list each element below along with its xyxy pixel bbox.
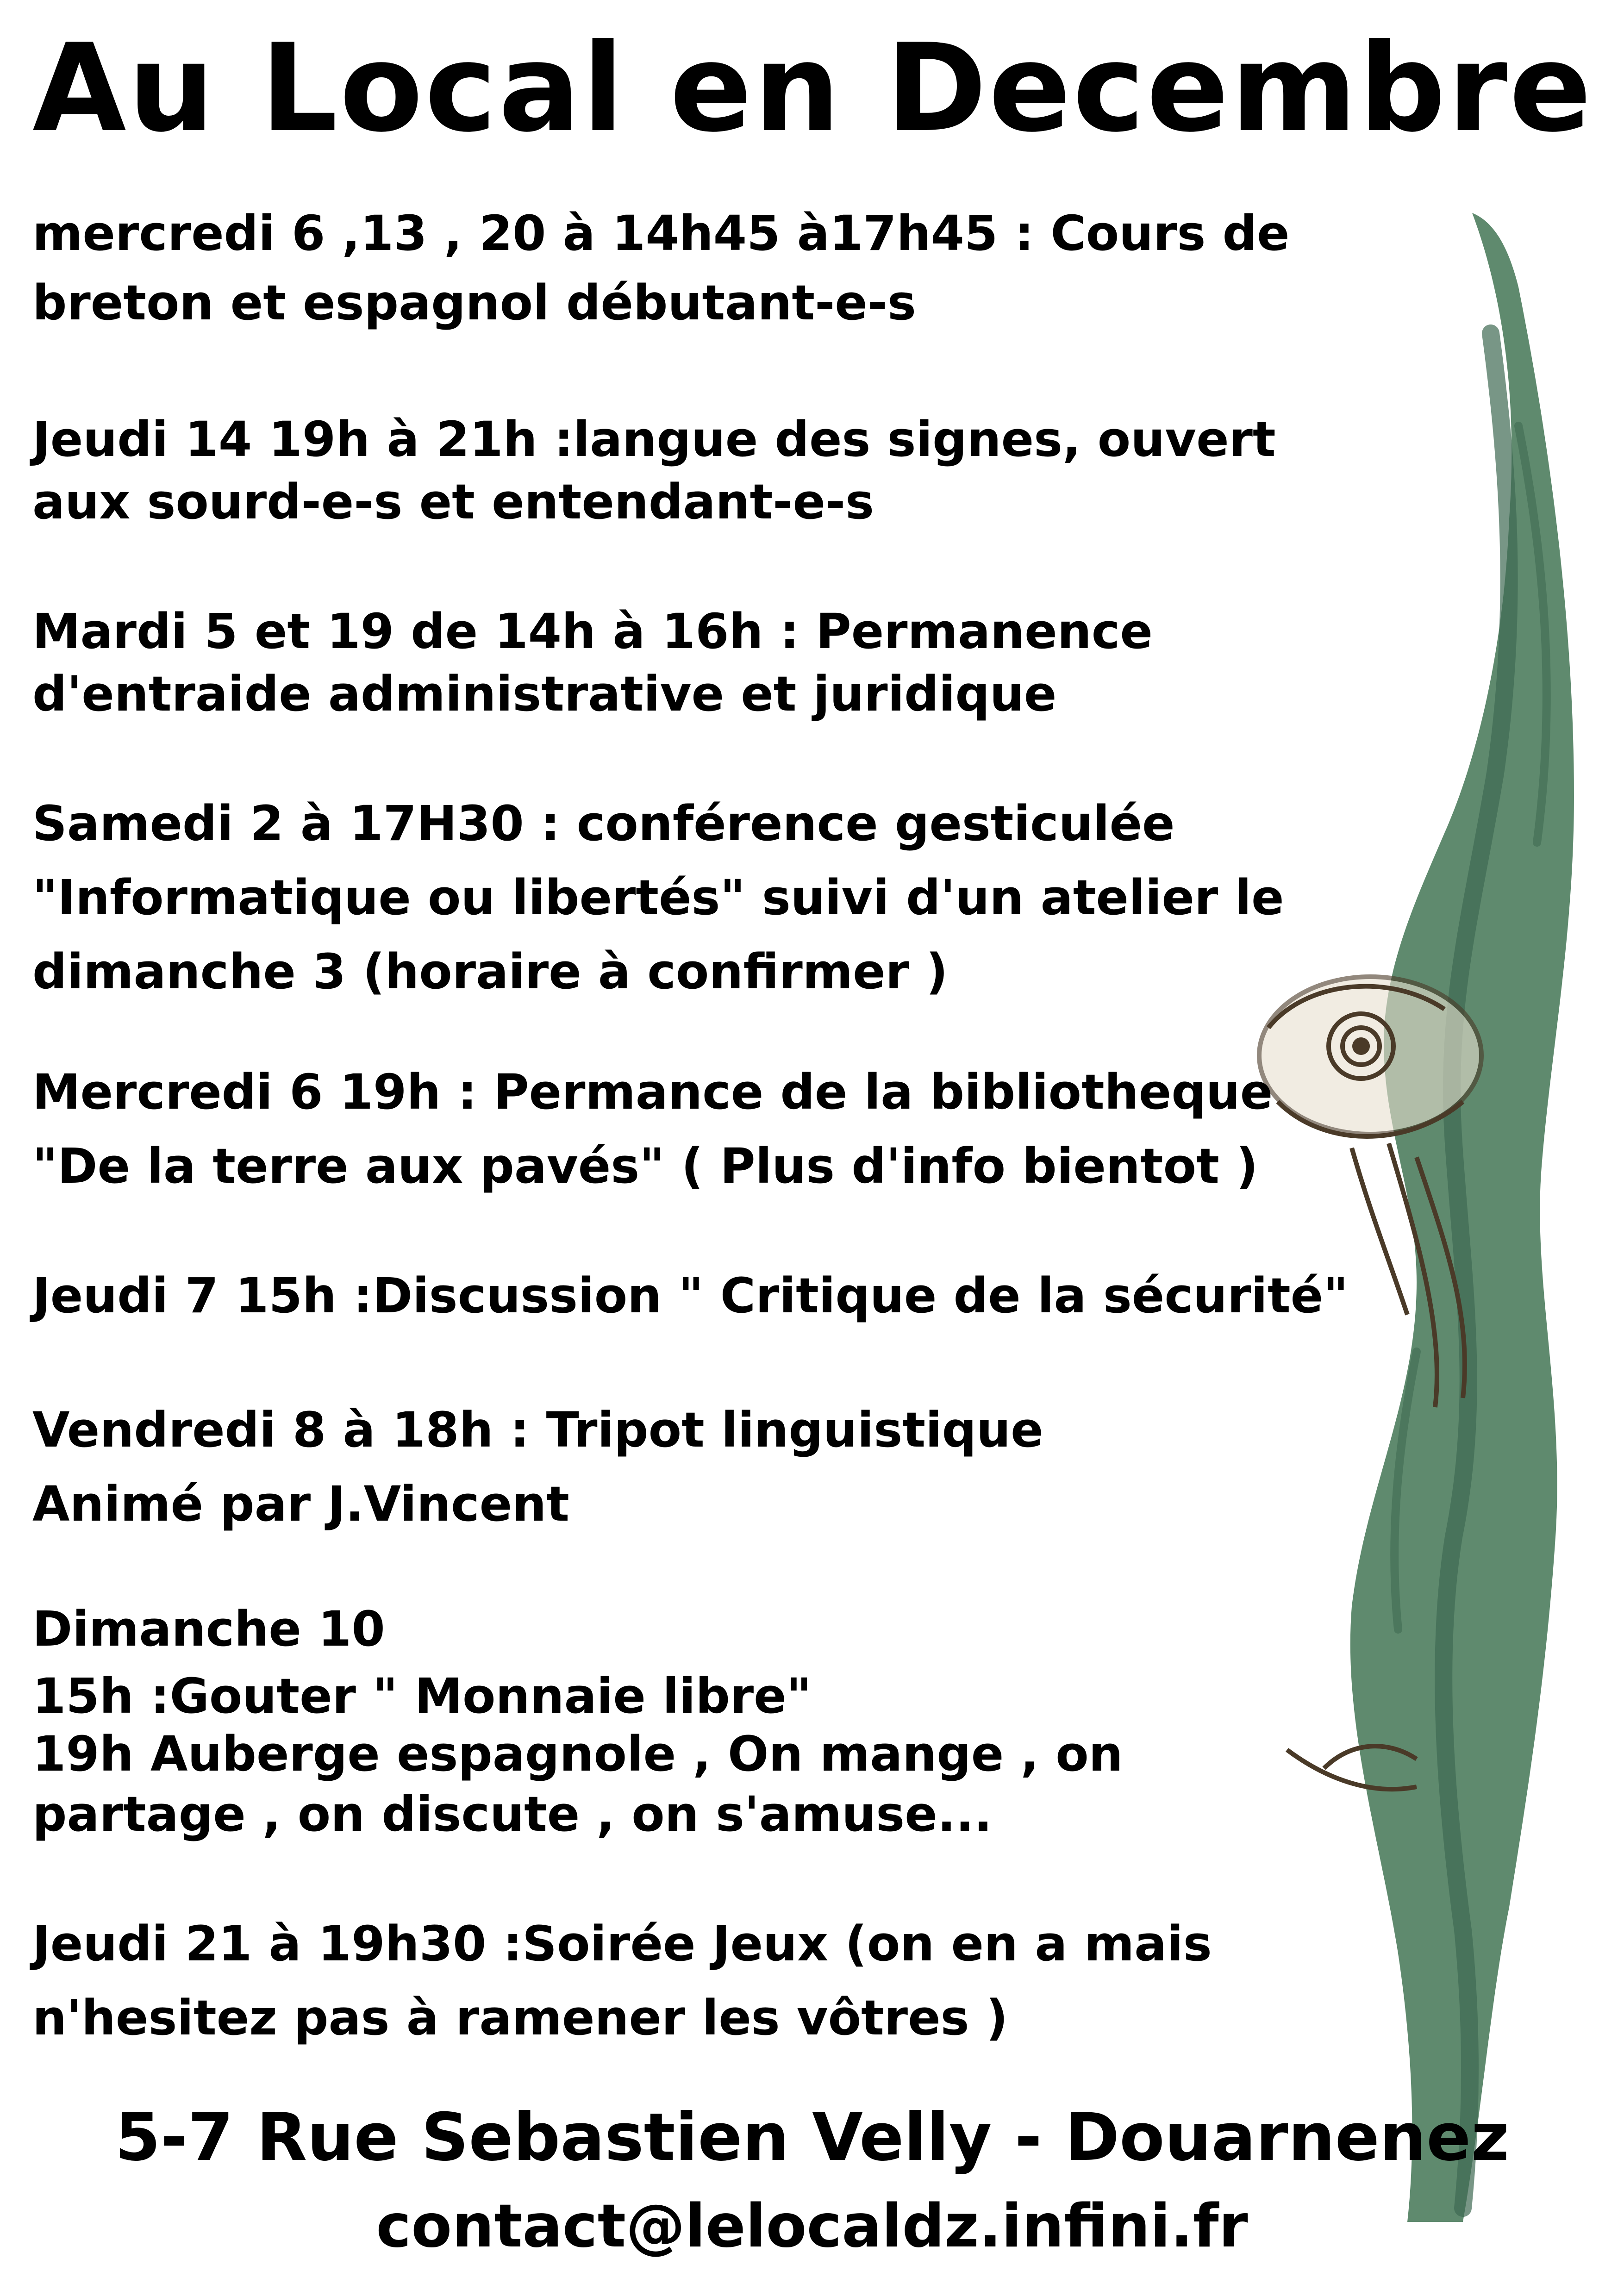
event-line: partage , on discute , on s'amuse... xyxy=(32,1786,993,1842)
event-line: Vendredi 8 à 18h : Tripot linguistique xyxy=(32,1402,1043,1458)
event-line: aux sourd-e-s et entendant-e-s xyxy=(32,474,874,530)
event-line: Dimanche 10 xyxy=(32,1601,385,1657)
event-line: Animé par J.Vincent xyxy=(32,1476,569,1532)
event-line: d'entraide administrative et juridique xyxy=(32,666,1057,722)
event-line: breton et espagnol débutant-e-s xyxy=(32,275,916,331)
event-line: 15h :Gouter " Monnaie libre" xyxy=(32,1668,812,1724)
contact-email-link[interactable]: contact@lelocaldz.infini.fr xyxy=(376,2192,1248,2261)
event-line: "De la terre aux pavés" ( Plus d'info bientot ) xyxy=(32,1138,1258,1194)
event-line: Jeudi 7 15h :Discussion " Critique de la sécurité" xyxy=(32,1267,1349,1324)
event-line: Mardi 5 et 19 de 14h à 16h : Permanence xyxy=(32,603,1153,660)
event-line: dimanche 3 (horaire à confirmer ) xyxy=(32,943,948,1000)
event-line: n'hesitez pas à ramener les vôtres ) xyxy=(32,1990,1008,2046)
event-line: mercredi 6 ,13 , 20 à 14h45 à17h45 : Cours de xyxy=(32,205,1290,262)
event-line: Jeudi 21 à 19h30 :Soirée Jeux (on en a mais xyxy=(32,1915,1212,1972)
event-line: Mercredi 6 19h : Permance de la bibliotheque xyxy=(32,1064,1273,1120)
event-line: Jeudi 14 19h à 21h :langue des signes, ouvert xyxy=(32,411,1276,468)
event-line: Samedi 2 à 17H30 : conférence gesticulée xyxy=(32,795,1175,852)
footer-address: 5-7 Rue Sebastien Velly - Douarnenez xyxy=(114,2099,1510,2176)
event-line: 19h Auberge espagnole , On mange , on xyxy=(32,1726,1123,1782)
event-line: "Informatique ou libertés" suivi d'un atelier le xyxy=(32,869,1284,926)
poster-title: Au Local en Decembre xyxy=(32,18,1593,159)
